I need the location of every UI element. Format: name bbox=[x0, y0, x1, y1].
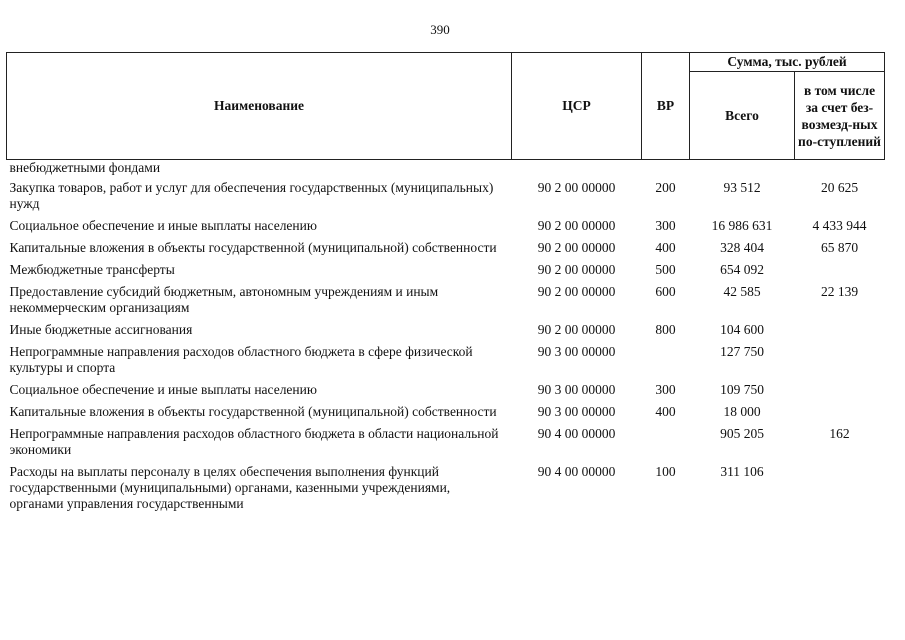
table-row bbox=[7, 282, 885, 320]
row-vr: 400 bbox=[655, 240, 676, 255]
row-csr: 90 3 00 00000 bbox=[537, 404, 616, 419]
row-name: Капитальные вложения в объекты государственной (муниципальной) собственности bbox=[9, 240, 497, 255]
table-row bbox=[7, 320, 885, 342]
row-free bbox=[795, 380, 885, 402]
row-free bbox=[795, 320, 885, 342]
row-total: 109 750 bbox=[720, 382, 764, 397]
row-free: 22 139 bbox=[820, 284, 859, 299]
row-csr bbox=[512, 160, 642, 179]
row-total: 654 092 bbox=[720, 262, 764, 277]
row-csr: 90 3 00 00000 bbox=[537, 382, 616, 397]
row-vr bbox=[642, 342, 690, 380]
row-csr: 90 3 00 00000 bbox=[537, 344, 616, 359]
row-name: внебюджетными фондами bbox=[9, 160, 161, 175]
row-name: Капитальные вложения в объекты государственной (муниципальной) собственности bbox=[9, 404, 497, 419]
row-name: Социальное обеспечение и иные выплаты населению bbox=[9, 218, 317, 233]
row-csr: 90 2 00 00000 bbox=[537, 180, 616, 195]
row-free: 65 870 bbox=[820, 240, 859, 255]
row-total: 328 404 bbox=[720, 240, 764, 255]
row-name: Межбюджетные трансферты bbox=[9, 262, 175, 277]
header-csr: ЦСР bbox=[512, 53, 642, 160]
header-name: Наименование bbox=[7, 53, 512, 160]
row-vr: 600 bbox=[655, 284, 676, 299]
row-vr: 800 bbox=[655, 322, 676, 337]
row-name: Закупка товаров, работ и услуг для обеспечения государственных (муниципальных) нужд bbox=[9, 180, 494, 211]
table-row bbox=[7, 462, 885, 516]
row-name: Расходы на выплаты персоналу в целях обеспечения выполнения функций государственными (муниципальными) органами, казенными учреждениями, органами управления государственными bbox=[9, 464, 451, 511]
row-vr: 200 bbox=[655, 180, 676, 195]
table-body bbox=[7, 160, 885, 517]
header-sum-group: Сумма, тыс. рублей bbox=[690, 53, 885, 72]
row-free: 20 625 bbox=[820, 180, 859, 195]
table-row bbox=[7, 342, 885, 380]
row-csr: 90 4 00 00000 bbox=[537, 464, 616, 479]
row-vr: 500 bbox=[655, 262, 676, 277]
budget-table bbox=[6, 52, 885, 516]
row-vr bbox=[642, 424, 690, 462]
row-total bbox=[690, 160, 795, 179]
row-total: 127 750 bbox=[720, 344, 764, 359]
header-total: Всего bbox=[690, 72, 795, 160]
row-csr: 90 2 00 00000 bbox=[537, 240, 616, 255]
table-row bbox=[7, 380, 885, 402]
row-free bbox=[795, 260, 885, 282]
table-row bbox=[7, 178, 885, 216]
row-total: 905 205 bbox=[720, 426, 764, 441]
table-row bbox=[7, 260, 885, 282]
header-vr: ВР bbox=[642, 53, 690, 160]
row-name: Социальное обеспечение и иные выплаты населению bbox=[9, 382, 317, 397]
row-vr: 300 bbox=[655, 218, 676, 233]
header-free-receipts: в том числе за счет без-возмезд-ных по-ступлений bbox=[795, 72, 885, 160]
row-total: 104 600 bbox=[720, 322, 764, 337]
table-row bbox=[7, 424, 885, 462]
row-free bbox=[795, 402, 885, 424]
row-total: 42 585 bbox=[723, 284, 761, 299]
row-free: 162 bbox=[829, 426, 850, 441]
row-csr: 90 4 00 00000 bbox=[537, 426, 616, 441]
row-name: Иные бюджетные ассигнования bbox=[9, 322, 193, 337]
row-vr bbox=[642, 160, 690, 179]
row-free bbox=[795, 342, 885, 380]
page-number: 390 bbox=[430, 22, 450, 37]
table-row bbox=[7, 402, 885, 424]
row-total: 93 512 bbox=[723, 180, 761, 195]
table-row bbox=[7, 160, 885, 179]
row-free bbox=[795, 160, 885, 179]
row-total: 18 000 bbox=[723, 404, 761, 419]
table-header bbox=[7, 53, 885, 160]
row-free bbox=[795, 462, 885, 516]
row-csr: 90 2 00 00000 bbox=[537, 322, 616, 337]
table-row bbox=[7, 238, 885, 260]
row-vr: 300 bbox=[655, 382, 676, 397]
table-row bbox=[7, 216, 885, 238]
row-csr: 90 2 00 00000 bbox=[537, 218, 616, 233]
row-csr: 90 2 00 00000 bbox=[537, 262, 616, 277]
row-total: 311 106 bbox=[720, 464, 764, 479]
row-total: 16 986 631 bbox=[711, 218, 773, 233]
row-name: Непрограммные направления расходов областного бюджета в области национальной экономики bbox=[9, 426, 499, 457]
row-free: 4 433 944 bbox=[812, 218, 867, 233]
row-vr: 400 bbox=[655, 404, 676, 419]
row-name: Непрограммные направления расходов областного бюджета в сфере физической культуры и спорта bbox=[9, 344, 473, 375]
row-vr: 100 bbox=[655, 464, 676, 479]
row-name: Предоставление субсидий бюджетным, автономным учреждениям и иным некоммерческим организациям bbox=[9, 284, 439, 315]
row-csr: 90 2 00 00000 bbox=[537, 284, 616, 299]
